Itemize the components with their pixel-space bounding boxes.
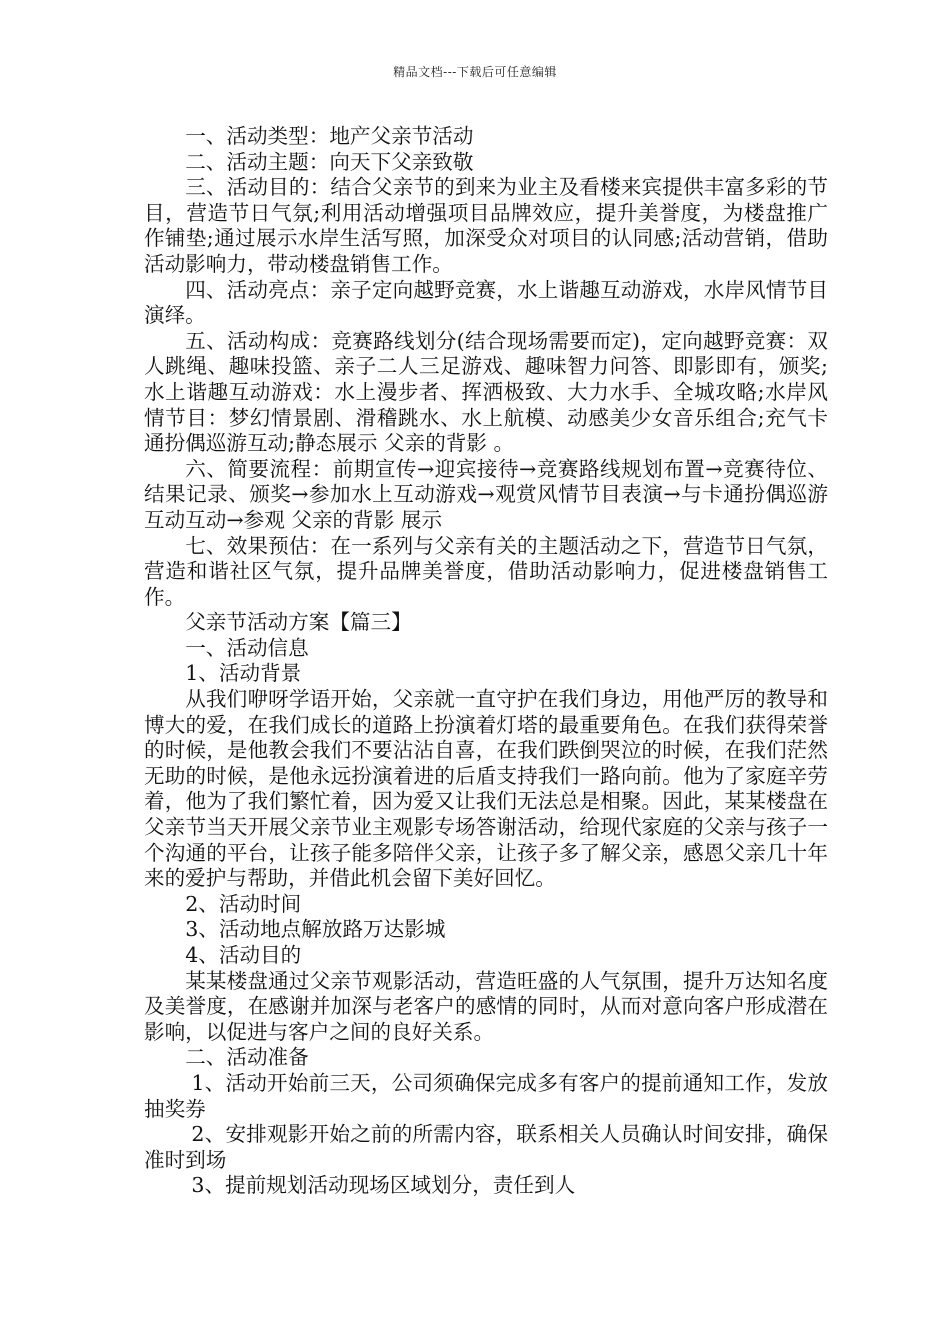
- header-caption: 精品文档---下载后可任意编辑: [393, 65, 557, 79]
- document-body: [144, 124, 828, 1199]
- heading-activity-location: 3、活动地点解放路万达影城: [185, 917, 446, 942]
- heading-activity-info: 一、活动信息: [185, 635, 309, 660]
- paragraph-activity-theme: 二、活动主题：向天下父亲致敬: [185, 149, 474, 174]
- page-header: [0, 64, 950, 80]
- paragraph-activity-highlights: 四、活动亮点：亲子定向越野竞赛，水上谐趣互动游戏，水岸风情节目演绎。: [144, 277, 828, 328]
- heading-activity-background: 1、活动背景: [185, 661, 302, 686]
- paragraph-goal-body: 某某楼盘通过父亲节观影活动，营造旺盛的人气氛围，提升万达知名度及美誉度，在感谢并加深与老客户的感情的同时，从而对意向客户形成潜在影响，以促进与客户之间的良好关系。: [144, 968, 828, 1044]
- list-item-preparation-1: 1、活动开始前三天，公司须确保完成多有客户的提前通知工作，发放抽奖券: [144, 1070, 828, 1121]
- paragraph-activity-type: 一、活动类型：地产父亲节活动: [185, 124, 474, 148]
- section-title-plan-three: 父亲节活动方案【篇三】: [185, 610, 412, 635]
- list-item-preparation-2: 2、安排观影开始之前的所需内容，联系相关人员确认时间安排，确保准时到场: [144, 1122, 828, 1172]
- paragraph-background-body: 从我们咿呀学语开始，父亲就一直守护在我们身边，用他严厉的教导和博大的爱，在我们成长的道路上扮演着灯塔的最重要角色。在我们获得荣誉的时候，是他教会我们不要沾沾自喜，在我们跌倒哭泣的时候，在我们茫然无助的时候，是他永远扮演着进的后盾支持我们一路向前。他为了家庭辛劳着，他为了我们繁忙着，因为爱又让我们无法总是相聚。因此，某某楼盘在父亲节当天开展父亲节业主观影专场答谢活动，给现代家庭的父亲与孩子一个沟通的平台，让孩子能多陪伴父亲，让孩子多了解父亲，感恩父亲几十年来的爱护与帮助，并借此机会留下美好回忆。: [144, 687, 828, 891]
- paragraph-brief-process: 六、简要流程：前期宣传→迎宾接待→竞赛路线规划布置→竞赛待位、结果记录、颁奖→参加水上互动游戏→观赏风情节目表演→与卡通扮偶巡游互动互动→参观 父亲的背影 展示: [144, 456, 828, 532]
- heading-activity-preparation: 二、活动准备: [185, 1045, 309, 1070]
- paragraph-activity-purpose: 三、活动目的：结合父亲节的到来为业主及看楼来宾提供丰富多彩的节目，营造节日气氛;利用活动增强项目品牌效应，提升美誉度，为楼盘推广作铺垫;通过展示水岸生活写照，加深受众对项目的认同感;活动营销，借助活动影响力，带动楼盘销售工作。: [144, 175, 828, 276]
- list-item-preparation-3: 3、提前规划活动现场区域划分，责任到人: [191, 1173, 576, 1198]
- heading-activity-time: 2、活动时间: [185, 891, 302, 916]
- paragraph-activity-composition: 五、活动构成：竞赛路线划分(结合现场需要而定)，定向越野竞赛：双人跳绳、趣味投篮、亲子二人三足游戏、趣味智力问答、即影即有，颁奖;水上谐趣互动游戏：水上漫步者、挥洒极致、大力水手、全城攻略;水岸风情节目：梦幻情景剧、滑稽跳水、水上航模、动感美少女音乐组合;充气卡通扮偶巡游互动;静态展示 父亲的背影 。: [144, 328, 828, 456]
- paragraph-effect-estimate: 七、效果预估：在一系列与父亲有关的主题活动之下，营造节日气氛，营造和谐社区气氛，提升品牌美誉度，借助活动影响力，促进楼盘销售工作。: [144, 533, 828, 609]
- heading-activity-goal: 4、活动目的: [185, 943, 302, 967]
